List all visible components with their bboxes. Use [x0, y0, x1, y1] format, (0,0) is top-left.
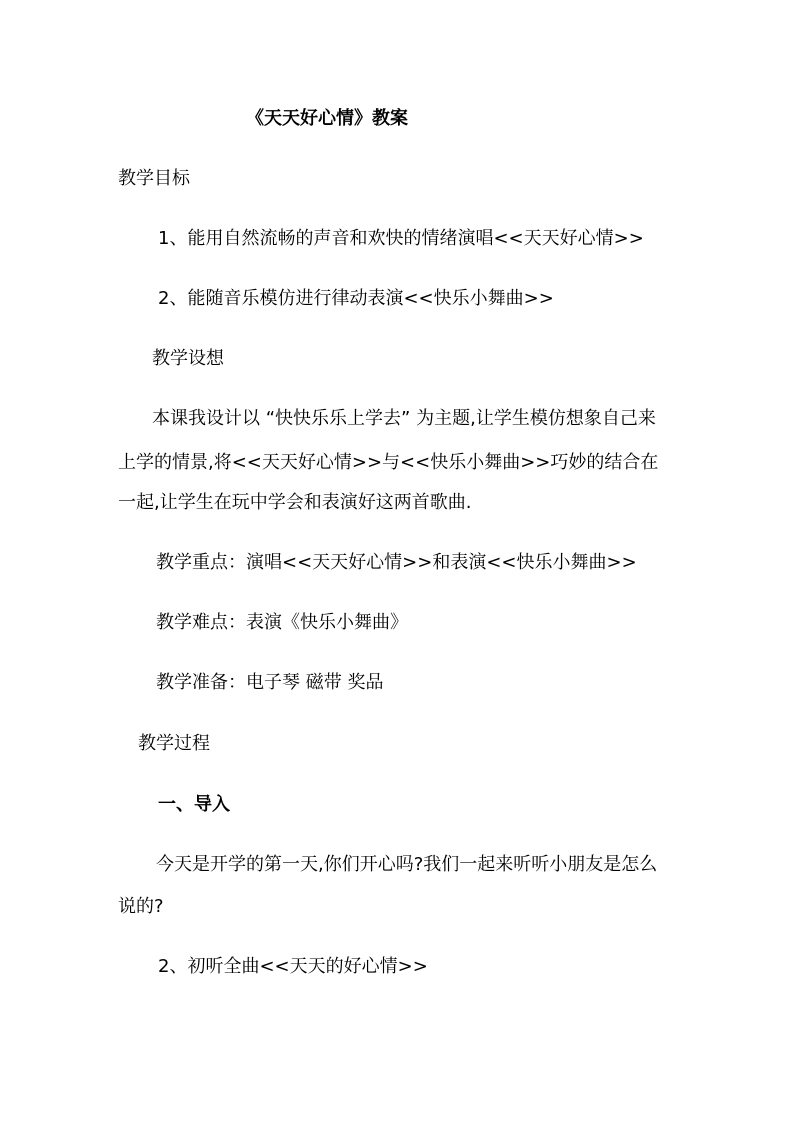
design-line-2: 上学的情景,将<<天天好心情>>与<<快乐小舞曲>>巧妙的结合在	[118, 452, 659, 473]
design-line-1: 本课我设计以 “快快乐乐上学去” 为主题,让学生模仿想象自己来	[152, 408, 656, 429]
design-heading: 教学设想	[152, 348, 224, 369]
document-title: 《天天好心情》教案	[246, 108, 408, 129]
preparation: 教学准备：电子琴 磁带 奖品	[156, 672, 384, 693]
goal-1: 1、能用自然流畅的声音和欢快的情绪演唱<<天天好心情>>	[158, 228, 644, 249]
goals-heading: 教学目标	[118, 168, 190, 189]
design-line-3: 一起,让学生在玩中学会和表演好这两首歌曲.	[118, 492, 472, 513]
intro-heading: 一、导入	[158, 794, 230, 815]
intro-line-1: 今天是开学的第一天,你们开心吗?我们一起来听听小朋友是怎么	[156, 854, 658, 875]
process-heading: 教学过程	[138, 733, 210, 754]
intro-line-2: 说的?	[118, 896, 164, 917]
key-point: 教学重点：演唱<<天天好心情>>和表演<<快乐小舞曲>>	[156, 552, 637, 573]
goal-2: 2、能随音乐模仿进行律动表演<<快乐小舞曲>>	[158, 288, 554, 309]
difficulty: 教学难点：表演《快乐小舞曲》	[156, 612, 408, 633]
step-2: 2、初听全曲<<天天的好心情>>	[158, 956, 428, 977]
